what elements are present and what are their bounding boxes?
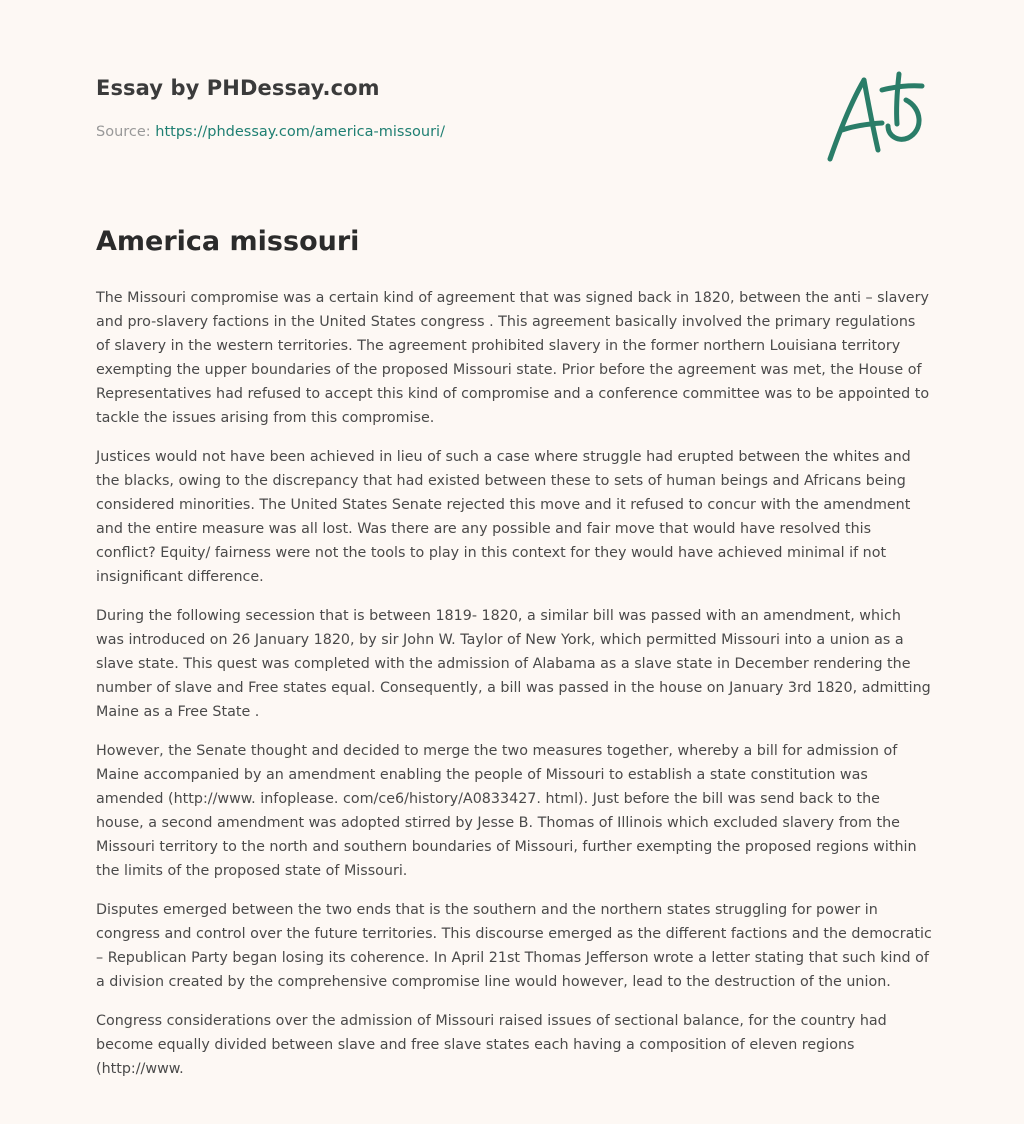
essay-paragraph: Congress considerations over the admission of Missouri raised issues of sectional balance, for the country had become equally divided between slave and free slave states each having a composition of eleven regions (http://www. <box>96 1013 887 1077</box>
a-plus-logo-icon <box>820 66 930 166</box>
source-label: Source: <box>96 124 151 140</box>
source-line <box>96 124 445 140</box>
essay-paragraph: Disputes emerged between the two ends that is the southern and the northern states struggling for power in congress and control over the future territories. This discourse emerged as the different factions and the democratic – Republican Party began losing its coherence. In April 21st Thomas Jefferson wrote a letter stating that such kind of a division created by the comprehensive compromise line would however, lead to the destruction of the union. <box>96 902 932 990</box>
site-title: Essay by PHDessay.com <box>96 76 380 100</box>
essay-paragraph: During the following secession that is between 1819- 1820, a similar bill was passed with an amendment, which was introduced on 26 January 1820, by sir John W. Taylor of New York, which permitted Missouri into a union as a slave state. This quest was completed with the admission of Alabama as a slave state in December rendering the number of slave and Free states equal. Consequently, a bill was passed in the house on January 3rd 1820, admitting Maine as a Free State . <box>96 608 931 720</box>
essay-body <box>96 286 932 1096</box>
essay-title: America missouri <box>96 226 360 257</box>
source-link[interactable]: https://phdessay.com/america-missouri/ <box>155 124 445 140</box>
essay-paragraph: Justices would not have been achieved in lieu of such a case where struggle had erupted between the whites and the blacks, owing to the discrepancy that had existed between these to sets of human beings and Africans being considered minorities. The United States Senate rejected this move and it refused to concur with the amendment and the entire measure was all lost. Was there are any possible and fair move that would have resolved this conflict? Equity/ fairness were not the tools to play in this context for they would have achieved minimal if not insignificant difference. <box>96 449 911 585</box>
essay-paragraph: The Missouri compromise was a certain kind of agreement that was signed back in 1820, between the anti – slavery and pro-slavery factions in the United States congress . This agreement basically involved the primary regulations of slavery in the western territories. The agreement prohibited slavery in the former northern Louisiana territory exempting the upper boundaries of the proposed Missouri state. Prior before the agreement was met, the House of Representatives had refused to accept this kind of compromise and a conference committee was to be appointed to tackle the issues arising from this compromise. <box>96 290 930 426</box>
essay-paragraph: However, the Senate thought and decided to merge the two measures together, whereby a bill for admission of Maine accompanied by an amendment enabling the people of Missouri to establish a state constitution was amended (http://www. infoplease. com/ce6/history/A0833427. html). Just before the bill was send back to the house, a second amendment was adopted stirred by Jesse B. Thomas of Illinois which excluded slavery from the Missouri territory to the north and southern boundaries of Missouri, further exempting the proposed regions within the limits of the proposed state of Missouri. <box>96 743 917 879</box>
